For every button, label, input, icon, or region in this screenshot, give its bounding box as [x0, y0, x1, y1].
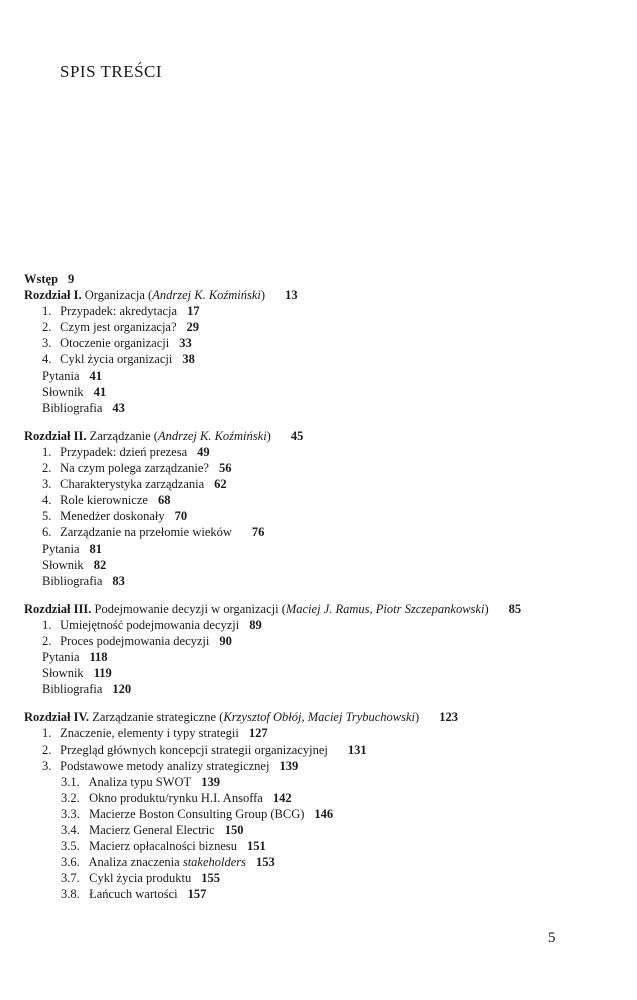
subitem-number: 3.7.	[61, 871, 80, 886]
item-number: 4.	[42, 352, 52, 367]
extra-text: Bibliografia	[42, 573, 103, 588]
toc-extra	[24, 384, 624, 400]
subitem-number: 3.2.	[61, 790, 80, 805]
item-number: 3.	[42, 336, 52, 351]
toc-item	[24, 303, 624, 319]
subitem-text: Łańcuch wartości	[89, 887, 178, 902]
item-number: 5.	[42, 509, 52, 524]
toc-subitem	[24, 854, 624, 870]
subitem-page: 155	[201, 871, 220, 886]
chapter-label: Rozdział II.	[24, 428, 87, 443]
extra-page: 82	[93, 557, 107, 572]
subitem-page: 157	[187, 887, 207, 902]
item-text: Umiejętność podejmowania decyzji	[60, 617, 240, 632]
subitem-page: 150	[224, 823, 244, 837]
extra-text: Pytania	[42, 650, 80, 665]
chapter-title: Podejmowanie decyzji w organizacji (	[94, 601, 286, 616]
item-page: 33	[179, 336, 192, 351]
toc-item	[24, 617, 624, 633]
extra-page: 83	[112, 573, 125, 588]
subitem-text: Okno produktu/rynku H.I. Ansoffa	[89, 790, 263, 805]
item-text: Otoczenie organizacji	[60, 336, 170, 351]
chapter-page: 13	[285, 288, 298, 303]
subitem-text: Analiza typu SWOT	[88, 774, 192, 789]
subitem-page: 142	[272, 790, 292, 805]
item-page: 62	[214, 477, 227, 492]
toc-subitem	[24, 870, 624, 886]
toc-extra	[24, 368, 624, 384]
extra-text: Pytania	[42, 541, 80, 556]
subitem-page: 153	[256, 855, 275, 870]
item-text: Charakterystyka zarządzania	[60, 477, 205, 492]
extra-page: 118	[89, 650, 108, 665]
toc-item	[24, 524, 624, 540]
item-number: 4.	[42, 493, 52, 508]
subitem-italic: stakeholders	[182, 855, 247, 870]
toc-item	[24, 725, 624, 741]
extra-text: Słownik	[42, 384, 84, 399]
subitem-page: 146	[314, 806, 334, 821]
item-text: Czym jest organizacja?	[60, 320, 177, 335]
toc-subitem	[24, 822, 624, 838]
item-page: 139	[279, 758, 299, 773]
paren-close: )	[415, 710, 420, 725]
item-page: 29	[186, 320, 200, 335]
toc-subitem	[24, 886, 624, 902]
subitem-number: 3.4.	[61, 823, 80, 837]
subitem-text: Macierze Boston Consulting Group (BCG)	[89, 806, 305, 821]
table-of-contents	[24, 271, 624, 902]
toc-item	[24, 633, 624, 649]
item-text: Proces podejmowania decyzji	[60, 633, 210, 648]
subitem-text: Macierz opłacalności biznesu	[89, 839, 237, 854]
subitem-page: 139	[201, 774, 220, 789]
chapter-label: Rozdział I.	[24, 288, 82, 303]
paren-close: )	[484, 601, 489, 616]
chapter-author: Andrzej K. Koźmiński	[152, 288, 261, 303]
toc-extra	[24, 573, 624, 589]
chapter-title: Organizacja (	[84, 288, 153, 303]
item-number: 2.	[42, 320, 52, 335]
subitem-text: Analiza znaczenia	[88, 855, 183, 870]
extra-page: 43	[112, 400, 125, 415]
item-text: Menedżer doskonały	[60, 509, 165, 524]
item-page: 49	[197, 444, 210, 459]
toc-subitem	[24, 838, 624, 854]
toc-item	[24, 508, 624, 524]
subitem-text: Cykl życia produktu	[89, 871, 192, 886]
chapter-label: Rozdział III.	[24, 601, 92, 616]
item-number: 3.	[42, 477, 52, 492]
item-number: 1.	[42, 304, 52, 319]
chapter-title: Zarządzanie (	[89, 428, 158, 443]
chapter-heading	[24, 601, 624, 617]
toc-extra	[24, 681, 624, 697]
toc-entry-intro	[24, 271, 624, 287]
toc-extra	[24, 541, 624, 557]
item-number: 1.	[42, 617, 52, 632]
chapter-author: Krzysztof Obłój, Maciej Trybuchowski	[223, 710, 416, 725]
chapter-author: Maciej J. Ramus, Piotr Szczepankowski	[285, 601, 485, 616]
extra-page: 120	[112, 682, 132, 697]
item-text: Przegląd głównych koncepcji strategii organizacyjnej	[60, 742, 328, 757]
chapter-heading	[24, 428, 624, 444]
chapter-page: 123	[439, 710, 458, 725]
entry-page: 9	[68, 272, 75, 286]
subitem-number: 3.6.	[61, 855, 80, 870]
item-text: Podstawowe metody analizy strategicznej	[60, 758, 270, 773]
item-text: Zarządzanie na przełomie wieków	[60, 525, 232, 540]
item-page: 131	[347, 742, 367, 757]
item-text: Znaczenie, elementy i typy strategii	[60, 726, 239, 741]
extra-text: Pytania	[42, 368, 80, 383]
toc-item	[24, 742, 624, 758]
item-number: 1.	[42, 726, 52, 741]
toc-item	[24, 444, 624, 460]
chapter-heading	[24, 709, 624, 725]
item-page: 38	[182, 352, 195, 367]
item-page: 89	[249, 617, 262, 632]
entry-label: Wstęp	[24, 272, 59, 286]
chapter-author: Andrzej K. Koźmiński	[157, 428, 267, 443]
subitem-number: 3.1.	[61, 774, 80, 789]
item-page: 56	[218, 461, 232, 476]
item-number: 2.	[42, 461, 52, 476]
toc-item	[24, 758, 624, 774]
item-number: 3.	[42, 758, 52, 773]
item-page: 127	[248, 726, 268, 741]
toc-item	[24, 492, 624, 508]
subitem-number: 3.8.	[61, 887, 80, 902]
item-text: Cykl życia organizacji	[60, 352, 173, 367]
extra-text: Słownik	[42, 557, 84, 572]
extra-text: Bibliografia	[42, 682, 103, 697]
paren-close: )	[266, 428, 271, 443]
page-number: 5	[548, 930, 556, 946]
item-number: 6.	[42, 525, 52, 540]
toc-subitem	[24, 790, 624, 806]
item-page: 17	[187, 304, 200, 319]
extra-page: 81	[89, 541, 102, 556]
toc-extra	[24, 557, 624, 573]
extra-page: 41	[89, 368, 102, 383]
subitem-number: 3.5.	[61, 839, 80, 854]
item-number: 1.	[42, 444, 52, 459]
toc-item	[24, 476, 624, 492]
item-number: 2.	[42, 633, 52, 648]
page-title: SPIS TREŚCI	[60, 62, 163, 81]
toc-extra	[24, 400, 624, 416]
toc-item	[24, 351, 624, 367]
subitem-number: 3.3.	[61, 806, 80, 821]
chapter-page: 45	[290, 428, 304, 443]
extra-text: Słownik	[42, 666, 84, 681]
chapter-title: Zarządzanie strategiczne (	[92, 710, 224, 725]
chapter-page: 85	[508, 601, 522, 616]
item-page: 76	[251, 525, 265, 540]
toc-subitem	[24, 774, 624, 790]
extra-page: 119	[93, 666, 112, 681]
paren-close: )	[260, 288, 266, 303]
item-text: Przypadek: dzień prezesa	[60, 444, 188, 459]
item-page: 70	[174, 509, 188, 524]
toc-item	[24, 460, 624, 476]
toc-extra	[24, 649, 624, 665]
toc-item	[24, 319, 624, 335]
item-page: 90	[219, 633, 232, 648]
extra-text: Bibliografia	[42, 400, 103, 415]
item-text: Na czym polega zarządzanie?	[60, 461, 209, 476]
chapter-label: Rozdział IV.	[24, 710, 90, 725]
chapter-heading	[24, 287, 624, 303]
subitem-page: 151	[246, 839, 266, 854]
item-page: 68	[157, 493, 171, 508]
toc-item	[24, 335, 624, 351]
extra-page: 41	[93, 384, 107, 399]
toc-subitem	[24, 806, 624, 822]
item-number: 2.	[42, 742, 52, 757]
item-text: Przypadek: akredytacja	[60, 304, 178, 319]
toc-extra	[24, 665, 624, 681]
subitem-text: Macierz General Electric	[89, 823, 215, 837]
item-text: Role kierownicze	[60, 493, 148, 508]
